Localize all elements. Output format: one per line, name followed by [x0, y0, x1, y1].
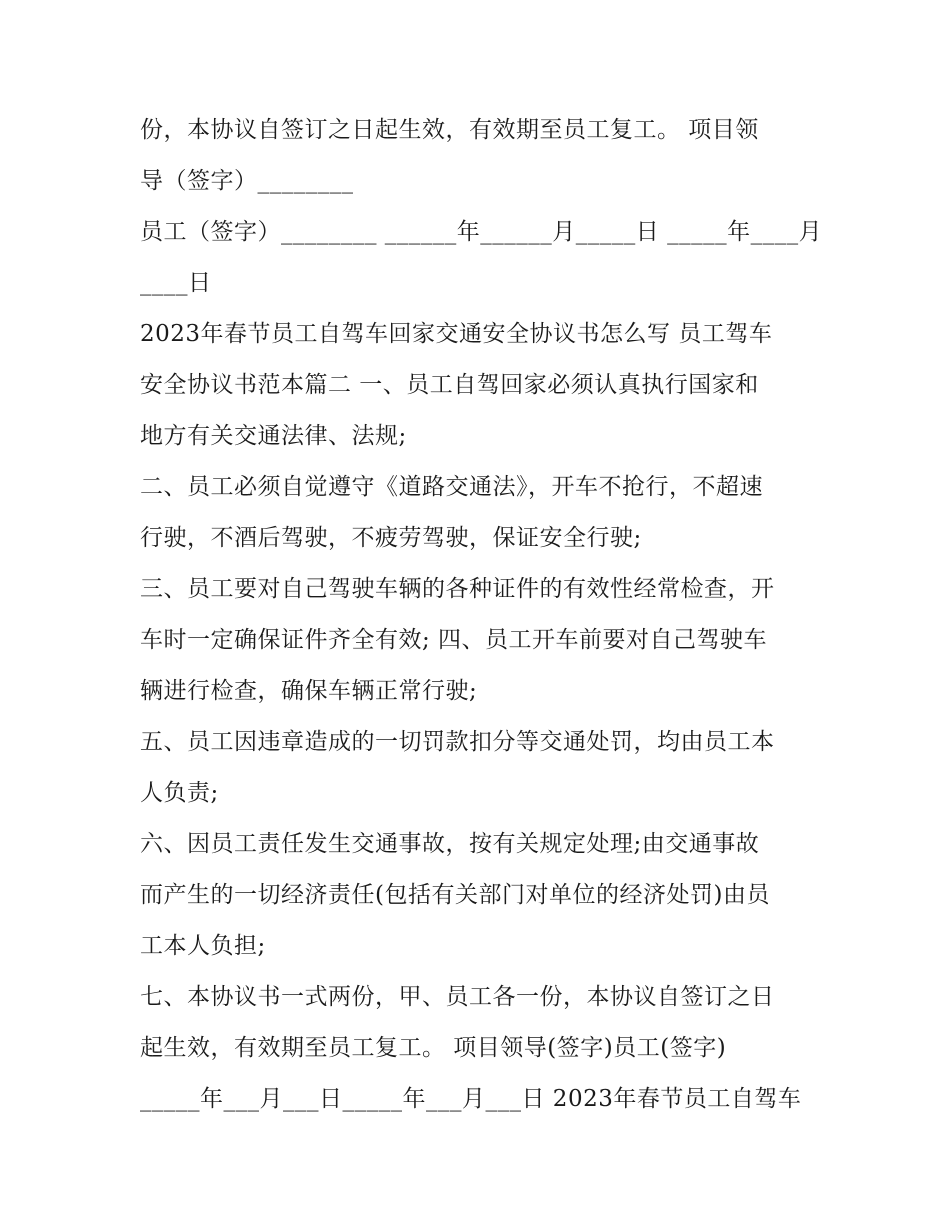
text-line: 2023年春节员工自驾车回家交通安全协议书怎么写 员工驾车	[140, 321, 773, 347]
text-line: ____日	[140, 270, 212, 296]
text-line: 五、员工因违章造成的一切罚款扣分等交通处罚，均由员工本	[140, 729, 775, 755]
text-line: 行驶，不酒后驾驶，不疲劳驾驶，保证安全行驶;	[140, 525, 642, 551]
text-line: 而产生的一切经济责任(包括有关部门对单位的经济处罚)由员	[140, 882, 770, 908]
text-line: 六、因员工责任发生交通事故，按有关规定处理;由交通事故	[140, 831, 760, 857]
text-line: 七、本协议书一式两份，甲、员工各一份，本协议自签订之日	[140, 984, 775, 1010]
text-line: 二、员工必须自觉遵守《道路交通法》，开车不抢行，不超速	[140, 474, 763, 500]
text-line: 起生效，有效期至员工复工。 项目领导(签字)员工(签字)	[140, 1035, 727, 1061]
text-line: 地方有关交通法律、法规;	[140, 423, 407, 449]
text-line: 安全协议书范本篇二 一、员工自驾回家必须认真执行国家和	[140, 372, 759, 398]
text-line: 工本人负担;	[140, 933, 266, 959]
text-line: 辆进行检查，确保车辆正常行驶;	[140, 678, 478, 704]
text-line: 三、员工要对自己驾驶车辆的各种证件的有效性经常检查，开	[140, 576, 775, 602]
text-line: 人负责;	[140, 780, 219, 806]
text-line: 员工（签字）________ ______年______月_____日 _____年____月	[140, 219, 823, 245]
text-line: 车时一定确保证件齐全有效; 四、员工开车前要对自己驾驶车	[140, 627, 768, 653]
text-line: 导（签字）________	[140, 168, 354, 194]
text-line: 份，本协议自签订之日起生效，有效期至员工复工。 项目领	[140, 117, 759, 143]
text-line: _____年___月___日_____年___月___日 2023年春节员工自驾车	[140, 1086, 802, 1112]
